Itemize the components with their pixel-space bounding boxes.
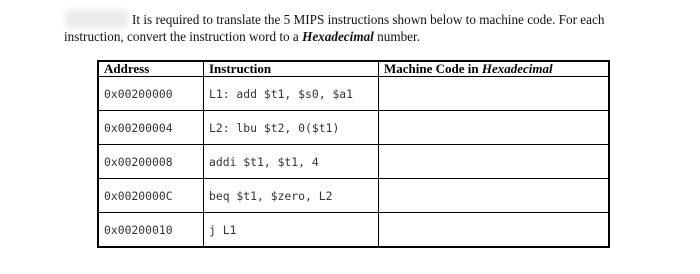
instructions-line-2 <box>64 28 684 45</box>
table-row <box>98 213 609 248</box>
instructions-line-2-prefix: instruction, convert the instruction word to a <box>64 29 303 44</box>
instruction-cell: L1: add $t1, $s0, $a1 <box>204 77 379 111</box>
machine-code-cell[interactable] <box>379 213 610 248</box>
instruction-column-header: Instruction <box>204 61 379 77</box>
machine-code-header-emphasis: Hexadecimal <box>481 61 553 76</box>
address-cell: 0x00200008 <box>98 145 204 179</box>
machine-code-header-prefix: Machine Code in <box>384 61 482 76</box>
address-column-header: Address <box>98 61 204 77</box>
address-cell: 0x00200000 <box>98 77 204 111</box>
machine-code-cell[interactable] <box>379 111 610 145</box>
instructions-paragraph <box>64 11 684 45</box>
instruction-cell: L2: lbu $t2, 0($t1) <box>204 111 379 145</box>
table-header-row <box>98 61 609 77</box>
mips-instruction-table <box>97 60 610 248</box>
instruction-cell: addi $t1, $t1, 4 <box>204 145 379 179</box>
machine-code-cell[interactable] <box>379 77 610 111</box>
table-row <box>98 145 609 179</box>
instructions-line-2-suffix: number. <box>373 29 420 44</box>
table-row <box>98 111 609 145</box>
instructions-line-1: It is required to translate the 5 MIPS instructions shown below to machine code. For each <box>132 12 605 27</box>
table-row <box>98 179 609 213</box>
instruction-cell: beq $t1, $zero, L2 <box>204 179 379 213</box>
machine-code-cell[interactable] <box>379 179 610 213</box>
table-row <box>98 77 609 111</box>
instructions-hexadecimal-emphasis: Hexadecimal <box>302 29 374 44</box>
machine-code-column-header <box>379 61 610 77</box>
machine-code-cell[interactable] <box>379 145 610 179</box>
address-cell: 0x0020000C <box>98 179 204 213</box>
address-cell: 0x00200004 <box>98 111 204 145</box>
instruction-cell: j L1 <box>204 213 379 248</box>
address-cell: 0x00200010 <box>98 213 204 248</box>
